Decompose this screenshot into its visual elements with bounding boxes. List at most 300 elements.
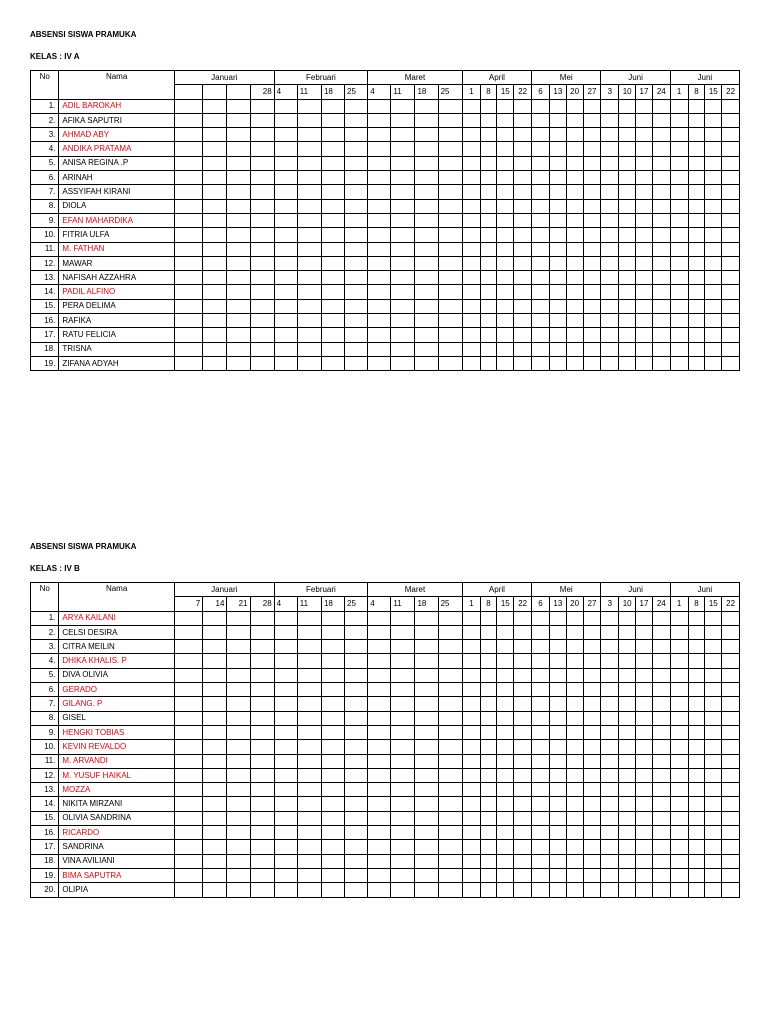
attendance-cell[interactable] xyxy=(549,314,566,328)
attendance-cell[interactable] xyxy=(497,285,514,299)
attendance-cell[interactable] xyxy=(368,854,391,868)
attendance-cell[interactable] xyxy=(566,783,583,797)
attendance-cell[interactable] xyxy=(549,242,566,256)
attendance-cell[interactable] xyxy=(462,213,480,227)
attendance-cell[interactable] xyxy=(321,256,344,270)
attendance-cell[interactable] xyxy=(391,625,415,639)
attendance-cell[interactable] xyxy=(705,342,722,356)
attendance-cell[interactable] xyxy=(368,299,391,313)
attendance-cell[interactable] xyxy=(297,242,321,256)
attendance-cell[interactable] xyxy=(462,725,480,739)
attendance-cell[interactable] xyxy=(368,740,391,754)
attendance-cell[interactable] xyxy=(722,711,740,725)
attendance-cell[interactable] xyxy=(415,840,438,854)
attendance-cell[interactable] xyxy=(566,328,583,342)
attendance-cell[interactable] xyxy=(368,826,391,840)
attendance-cell[interactable] xyxy=(368,256,391,270)
attendance-cell[interactable] xyxy=(462,654,480,668)
attendance-cell[interactable] xyxy=(250,697,274,711)
attendance-cell[interactable] xyxy=(391,342,415,356)
attendance-cell[interactable] xyxy=(274,868,297,882)
attendance-cell[interactable] xyxy=(462,754,480,768)
attendance-cell[interactable] xyxy=(566,128,583,142)
attendance-cell[interactable] xyxy=(549,356,566,370)
attendance-cell[interactable] xyxy=(321,826,344,840)
attendance-cell[interactable] xyxy=(480,697,497,711)
attendance-cell[interactable] xyxy=(566,156,583,170)
attendance-cell[interactable] xyxy=(532,754,550,768)
attendance-cell[interactable] xyxy=(688,654,705,668)
attendance-cell[interactable] xyxy=(438,654,462,668)
attendance-cell[interactable] xyxy=(670,199,688,213)
attendance-cell[interactable] xyxy=(670,725,688,739)
attendance-cell[interactable] xyxy=(636,640,653,654)
attendance-cell[interactable] xyxy=(583,826,601,840)
attendance-cell[interactable] xyxy=(227,854,250,868)
attendance-cell[interactable] xyxy=(415,342,438,356)
attendance-cell[interactable] xyxy=(514,683,532,697)
attendance-cell[interactable] xyxy=(438,156,462,170)
attendance-cell[interactable] xyxy=(345,668,368,682)
attendance-cell[interactable] xyxy=(566,811,583,825)
attendance-cell[interactable] xyxy=(297,883,321,897)
attendance-cell[interactable] xyxy=(619,228,636,242)
attendance-cell[interactable] xyxy=(415,683,438,697)
attendance-cell[interactable] xyxy=(391,256,415,270)
attendance-cell[interactable] xyxy=(514,328,532,342)
attendance-cell[interactable] xyxy=(549,271,566,285)
attendance-cell[interactable] xyxy=(601,99,619,113)
attendance-cell[interactable] xyxy=(636,654,653,668)
attendance-cell[interactable] xyxy=(497,113,514,127)
attendance-cell[interactable] xyxy=(705,285,722,299)
attendance-cell[interactable] xyxy=(652,142,670,156)
attendance-cell[interactable] xyxy=(670,740,688,754)
attendance-cell[interactable] xyxy=(391,285,415,299)
attendance-cell[interactable] xyxy=(652,299,670,313)
attendance-cell[interactable] xyxy=(583,868,601,882)
attendance-cell[interactable] xyxy=(174,740,202,754)
attendance-cell[interactable] xyxy=(497,668,514,682)
attendance-cell[interactable] xyxy=(532,611,550,625)
attendance-cell[interactable] xyxy=(391,171,415,185)
attendance-cell[interactable] xyxy=(532,640,550,654)
attendance-cell[interactable] xyxy=(652,128,670,142)
attendance-cell[interactable] xyxy=(274,797,297,811)
attendance-cell[interactable] xyxy=(480,256,497,270)
attendance-cell[interactable] xyxy=(688,156,705,170)
attendance-cell[interactable] xyxy=(652,668,670,682)
attendance-cell[interactable] xyxy=(250,883,274,897)
attendance-cell[interactable] xyxy=(514,142,532,156)
attendance-cell[interactable] xyxy=(203,783,227,797)
attendance-cell[interactable] xyxy=(250,668,274,682)
attendance-cell[interactable] xyxy=(480,754,497,768)
attendance-cell[interactable] xyxy=(652,725,670,739)
attendance-cell[interactable] xyxy=(368,99,391,113)
attendance-cell[interactable] xyxy=(480,171,497,185)
attendance-cell[interactable] xyxy=(497,625,514,639)
attendance-cell[interactable] xyxy=(345,228,368,242)
attendance-cell[interactable] xyxy=(415,611,438,625)
attendance-cell[interactable] xyxy=(601,142,619,156)
attendance-cell[interactable] xyxy=(670,868,688,882)
attendance-cell[interactable] xyxy=(415,142,438,156)
attendance-cell[interactable] xyxy=(274,826,297,840)
attendance-cell[interactable] xyxy=(321,883,344,897)
attendance-cell[interactable] xyxy=(514,640,532,654)
attendance-cell[interactable] xyxy=(415,625,438,639)
attendance-cell[interactable] xyxy=(688,868,705,882)
attendance-cell[interactable] xyxy=(345,826,368,840)
attendance-cell[interactable] xyxy=(532,228,550,242)
attendance-cell[interactable] xyxy=(601,611,619,625)
attendance-cell[interactable] xyxy=(549,740,566,754)
attendance-cell[interactable] xyxy=(227,625,250,639)
attendance-cell[interactable] xyxy=(688,740,705,754)
attendance-cell[interactable] xyxy=(462,697,480,711)
attendance-cell[interactable] xyxy=(549,299,566,313)
attendance-cell[interactable] xyxy=(688,854,705,868)
attendance-cell[interactable] xyxy=(670,256,688,270)
attendance-cell[interactable] xyxy=(321,242,344,256)
attendance-cell[interactable] xyxy=(480,654,497,668)
attendance-cell[interactable] xyxy=(583,725,601,739)
attendance-cell[interactable] xyxy=(174,213,202,227)
attendance-cell[interactable] xyxy=(415,156,438,170)
attendance-cell[interactable] xyxy=(462,142,480,156)
attendance-cell[interactable] xyxy=(274,840,297,854)
attendance-cell[interactable] xyxy=(549,185,566,199)
attendance-cell[interactable] xyxy=(250,768,274,782)
attendance-cell[interactable] xyxy=(722,256,740,270)
attendance-cell[interactable] xyxy=(532,783,550,797)
attendance-cell[interactable] xyxy=(566,142,583,156)
attendance-cell[interactable] xyxy=(670,640,688,654)
attendance-cell[interactable] xyxy=(688,285,705,299)
attendance-cell[interactable] xyxy=(462,99,480,113)
attendance-cell[interactable] xyxy=(480,783,497,797)
attendance-cell[interactable] xyxy=(462,156,480,170)
attendance-cell[interactable] xyxy=(619,840,636,854)
attendance-cell[interactable] xyxy=(297,711,321,725)
attendance-cell[interactable] xyxy=(549,768,566,782)
attendance-cell[interactable] xyxy=(514,797,532,811)
attendance-cell[interactable] xyxy=(636,854,653,868)
attendance-cell[interactable] xyxy=(583,854,601,868)
attendance-cell[interactable] xyxy=(345,868,368,882)
attendance-cell[interactable] xyxy=(652,199,670,213)
attendance-cell[interactable] xyxy=(532,256,550,270)
attendance-cell[interactable] xyxy=(480,840,497,854)
attendance-cell[interactable] xyxy=(636,683,653,697)
attendance-cell[interactable] xyxy=(566,754,583,768)
attendance-cell[interactable] xyxy=(722,725,740,739)
attendance-cell[interactable] xyxy=(583,625,601,639)
attendance-cell[interactable] xyxy=(415,199,438,213)
attendance-cell[interactable] xyxy=(497,640,514,654)
attendance-cell[interactable] xyxy=(203,868,227,882)
attendance-cell[interactable] xyxy=(705,128,722,142)
attendance-cell[interactable] xyxy=(583,654,601,668)
attendance-cell[interactable] xyxy=(688,883,705,897)
attendance-cell[interactable] xyxy=(480,883,497,897)
attendance-cell[interactable] xyxy=(345,356,368,370)
attendance-cell[interactable] xyxy=(227,783,250,797)
attendance-cell[interactable] xyxy=(652,768,670,782)
attendance-cell[interactable] xyxy=(480,199,497,213)
attendance-cell[interactable] xyxy=(391,299,415,313)
attendance-cell[interactable] xyxy=(636,314,653,328)
attendance-cell[interactable] xyxy=(274,625,297,639)
attendance-cell[interactable] xyxy=(514,314,532,328)
attendance-cell[interactable] xyxy=(391,328,415,342)
attendance-cell[interactable] xyxy=(227,256,250,270)
attendance-cell[interactable] xyxy=(722,854,740,868)
attendance-cell[interactable] xyxy=(583,171,601,185)
attendance-cell[interactable] xyxy=(619,754,636,768)
attendance-cell[interactable] xyxy=(566,199,583,213)
attendance-cell[interactable] xyxy=(497,683,514,697)
attendance-cell[interactable] xyxy=(619,854,636,868)
attendance-cell[interactable] xyxy=(705,683,722,697)
attendance-cell[interactable] xyxy=(549,256,566,270)
attendance-cell[interactable] xyxy=(636,711,653,725)
attendance-cell[interactable] xyxy=(345,811,368,825)
attendance-cell[interactable] xyxy=(705,611,722,625)
attendance-cell[interactable] xyxy=(583,668,601,682)
attendance-cell[interactable] xyxy=(297,683,321,697)
attendance-cell[interactable] xyxy=(345,185,368,199)
attendance-cell[interactable] xyxy=(250,314,274,328)
attendance-cell[interactable] xyxy=(583,128,601,142)
attendance-cell[interactable] xyxy=(514,342,532,356)
attendance-cell[interactable] xyxy=(688,356,705,370)
attendance-cell[interactable] xyxy=(722,328,740,342)
attendance-cell[interactable] xyxy=(583,156,601,170)
attendance-cell[interactable] xyxy=(321,725,344,739)
attendance-cell[interactable] xyxy=(345,156,368,170)
attendance-cell[interactable] xyxy=(619,868,636,882)
attendance-cell[interactable] xyxy=(705,271,722,285)
attendance-cell[interactable] xyxy=(670,314,688,328)
attendance-cell[interactable] xyxy=(345,271,368,285)
attendance-cell[interactable] xyxy=(601,113,619,127)
attendance-cell[interactable] xyxy=(549,854,566,868)
attendance-cell[interactable] xyxy=(345,242,368,256)
attendance-cell[interactable] xyxy=(227,99,250,113)
attendance-cell[interactable] xyxy=(601,256,619,270)
attendance-cell[interactable] xyxy=(688,611,705,625)
attendance-cell[interactable] xyxy=(636,242,653,256)
attendance-cell[interactable] xyxy=(297,213,321,227)
attendance-cell[interactable] xyxy=(415,171,438,185)
attendance-cell[interactable] xyxy=(636,826,653,840)
attendance-cell[interactable] xyxy=(480,299,497,313)
attendance-cell[interactable] xyxy=(203,668,227,682)
attendance-cell[interactable] xyxy=(391,228,415,242)
attendance-cell[interactable] xyxy=(368,142,391,156)
attendance-cell[interactable] xyxy=(549,213,566,227)
attendance-cell[interactable] xyxy=(652,156,670,170)
attendance-cell[interactable] xyxy=(250,156,274,170)
attendance-cell[interactable] xyxy=(688,711,705,725)
attendance-cell[interactable] xyxy=(549,640,566,654)
attendance-cell[interactable] xyxy=(227,328,250,342)
attendance-cell[interactable] xyxy=(438,299,462,313)
attendance-cell[interactable] xyxy=(566,625,583,639)
attendance-cell[interactable] xyxy=(345,99,368,113)
attendance-cell[interactable] xyxy=(722,811,740,825)
attendance-cell[interactable] xyxy=(480,213,497,227)
attendance-cell[interactable] xyxy=(549,811,566,825)
attendance-cell[interactable] xyxy=(345,740,368,754)
attendance-cell[interactable] xyxy=(514,840,532,854)
attendance-cell[interactable] xyxy=(722,171,740,185)
attendance-cell[interactable] xyxy=(514,854,532,868)
attendance-cell[interactable] xyxy=(321,840,344,854)
attendance-cell[interactable] xyxy=(438,285,462,299)
attendance-cell[interactable] xyxy=(619,783,636,797)
attendance-cell[interactable] xyxy=(438,99,462,113)
attendance-cell[interactable] xyxy=(480,740,497,754)
attendance-cell[interactable] xyxy=(532,314,550,328)
attendance-cell[interactable] xyxy=(227,883,250,897)
attendance-cell[interactable] xyxy=(583,697,601,711)
attendance-cell[interactable] xyxy=(532,697,550,711)
attendance-cell[interactable] xyxy=(619,142,636,156)
attendance-cell[interactable] xyxy=(601,156,619,170)
attendance-cell[interactable] xyxy=(688,783,705,797)
attendance-cell[interactable] xyxy=(480,854,497,868)
attendance-cell[interactable] xyxy=(250,711,274,725)
attendance-cell[interactable] xyxy=(583,256,601,270)
attendance-cell[interactable] xyxy=(480,271,497,285)
attendance-cell[interactable] xyxy=(227,840,250,854)
attendance-cell[interactable] xyxy=(203,299,227,313)
attendance-cell[interactable] xyxy=(174,342,202,356)
attendance-cell[interactable] xyxy=(514,611,532,625)
attendance-cell[interactable] xyxy=(480,868,497,882)
attendance-cell[interactable] xyxy=(722,113,740,127)
attendance-cell[interactable] xyxy=(722,142,740,156)
attendance-cell[interactable] xyxy=(274,185,297,199)
attendance-cell[interactable] xyxy=(438,725,462,739)
attendance-cell[interactable] xyxy=(368,754,391,768)
attendance-cell[interactable] xyxy=(203,185,227,199)
attendance-cell[interactable] xyxy=(652,113,670,127)
attendance-cell[interactable] xyxy=(391,725,415,739)
attendance-cell[interactable] xyxy=(480,797,497,811)
attendance-cell[interactable] xyxy=(566,683,583,697)
attendance-cell[interactable] xyxy=(670,668,688,682)
attendance-cell[interactable] xyxy=(438,142,462,156)
attendance-cell[interactable] xyxy=(321,328,344,342)
attendance-cell[interactable] xyxy=(636,740,653,754)
attendance-cell[interactable] xyxy=(652,754,670,768)
attendance-cell[interactable] xyxy=(549,156,566,170)
attendance-cell[interactable] xyxy=(368,625,391,639)
attendance-cell[interactable] xyxy=(722,156,740,170)
attendance-cell[interactable] xyxy=(497,228,514,242)
attendance-cell[interactable] xyxy=(321,697,344,711)
attendance-cell[interactable] xyxy=(297,797,321,811)
attendance-cell[interactable] xyxy=(497,314,514,328)
attendance-cell[interactable] xyxy=(203,356,227,370)
attendance-cell[interactable] xyxy=(368,285,391,299)
attendance-cell[interactable] xyxy=(601,768,619,782)
attendance-cell[interactable] xyxy=(438,256,462,270)
attendance-cell[interactable] xyxy=(583,228,601,242)
attendance-cell[interactable] xyxy=(345,285,368,299)
attendance-cell[interactable] xyxy=(532,826,550,840)
attendance-cell[interactable] xyxy=(636,156,653,170)
attendance-cell[interactable] xyxy=(250,213,274,227)
attendance-cell[interactable] xyxy=(227,740,250,754)
attendance-cell[interactable] xyxy=(636,285,653,299)
attendance-cell[interactable] xyxy=(670,754,688,768)
attendance-cell[interactable] xyxy=(688,754,705,768)
attendance-cell[interactable] xyxy=(368,113,391,127)
attendance-cell[interactable] xyxy=(670,840,688,854)
attendance-cell[interactable] xyxy=(415,811,438,825)
attendance-cell[interactable] xyxy=(297,783,321,797)
attendance-cell[interactable] xyxy=(297,271,321,285)
attendance-cell[interactable] xyxy=(583,242,601,256)
attendance-cell[interactable] xyxy=(321,128,344,142)
attendance-cell[interactable] xyxy=(670,185,688,199)
attendance-cell[interactable] xyxy=(583,611,601,625)
attendance-cell[interactable] xyxy=(497,356,514,370)
attendance-cell[interactable] xyxy=(688,797,705,811)
attendance-cell[interactable] xyxy=(480,683,497,697)
attendance-cell[interactable] xyxy=(549,285,566,299)
attendance-cell[interactable] xyxy=(497,242,514,256)
attendance-cell[interactable] xyxy=(497,711,514,725)
attendance-cell[interactable] xyxy=(368,156,391,170)
attendance-cell[interactable] xyxy=(250,199,274,213)
attendance-cell[interactable] xyxy=(583,754,601,768)
attendance-cell[interactable] xyxy=(549,142,566,156)
attendance-cell[interactable] xyxy=(670,611,688,625)
attendance-cell[interactable] xyxy=(636,625,653,639)
attendance-cell[interactable] xyxy=(619,625,636,639)
attendance-cell[interactable] xyxy=(480,625,497,639)
attendance-cell[interactable] xyxy=(549,328,566,342)
attendance-cell[interactable] xyxy=(203,754,227,768)
attendance-cell[interactable] xyxy=(250,299,274,313)
attendance-cell[interactable] xyxy=(619,213,636,227)
attendance-cell[interactable] xyxy=(297,668,321,682)
attendance-cell[interactable] xyxy=(549,668,566,682)
attendance-cell[interactable] xyxy=(415,299,438,313)
attendance-cell[interactable] xyxy=(250,356,274,370)
attendance-cell[interactable] xyxy=(203,711,227,725)
attendance-cell[interactable] xyxy=(174,840,202,854)
attendance-cell[interactable] xyxy=(227,826,250,840)
attendance-cell[interactable] xyxy=(670,271,688,285)
attendance-cell[interactable] xyxy=(227,271,250,285)
attendance-cell[interactable] xyxy=(601,883,619,897)
attendance-cell[interactable] xyxy=(274,342,297,356)
attendance-cell[interactable] xyxy=(722,883,740,897)
attendance-cell[interactable] xyxy=(297,854,321,868)
attendance-cell[interactable] xyxy=(415,868,438,882)
attendance-cell[interactable] xyxy=(345,199,368,213)
attendance-cell[interactable] xyxy=(619,826,636,840)
attendance-cell[interactable] xyxy=(368,242,391,256)
attendance-cell[interactable] xyxy=(566,285,583,299)
